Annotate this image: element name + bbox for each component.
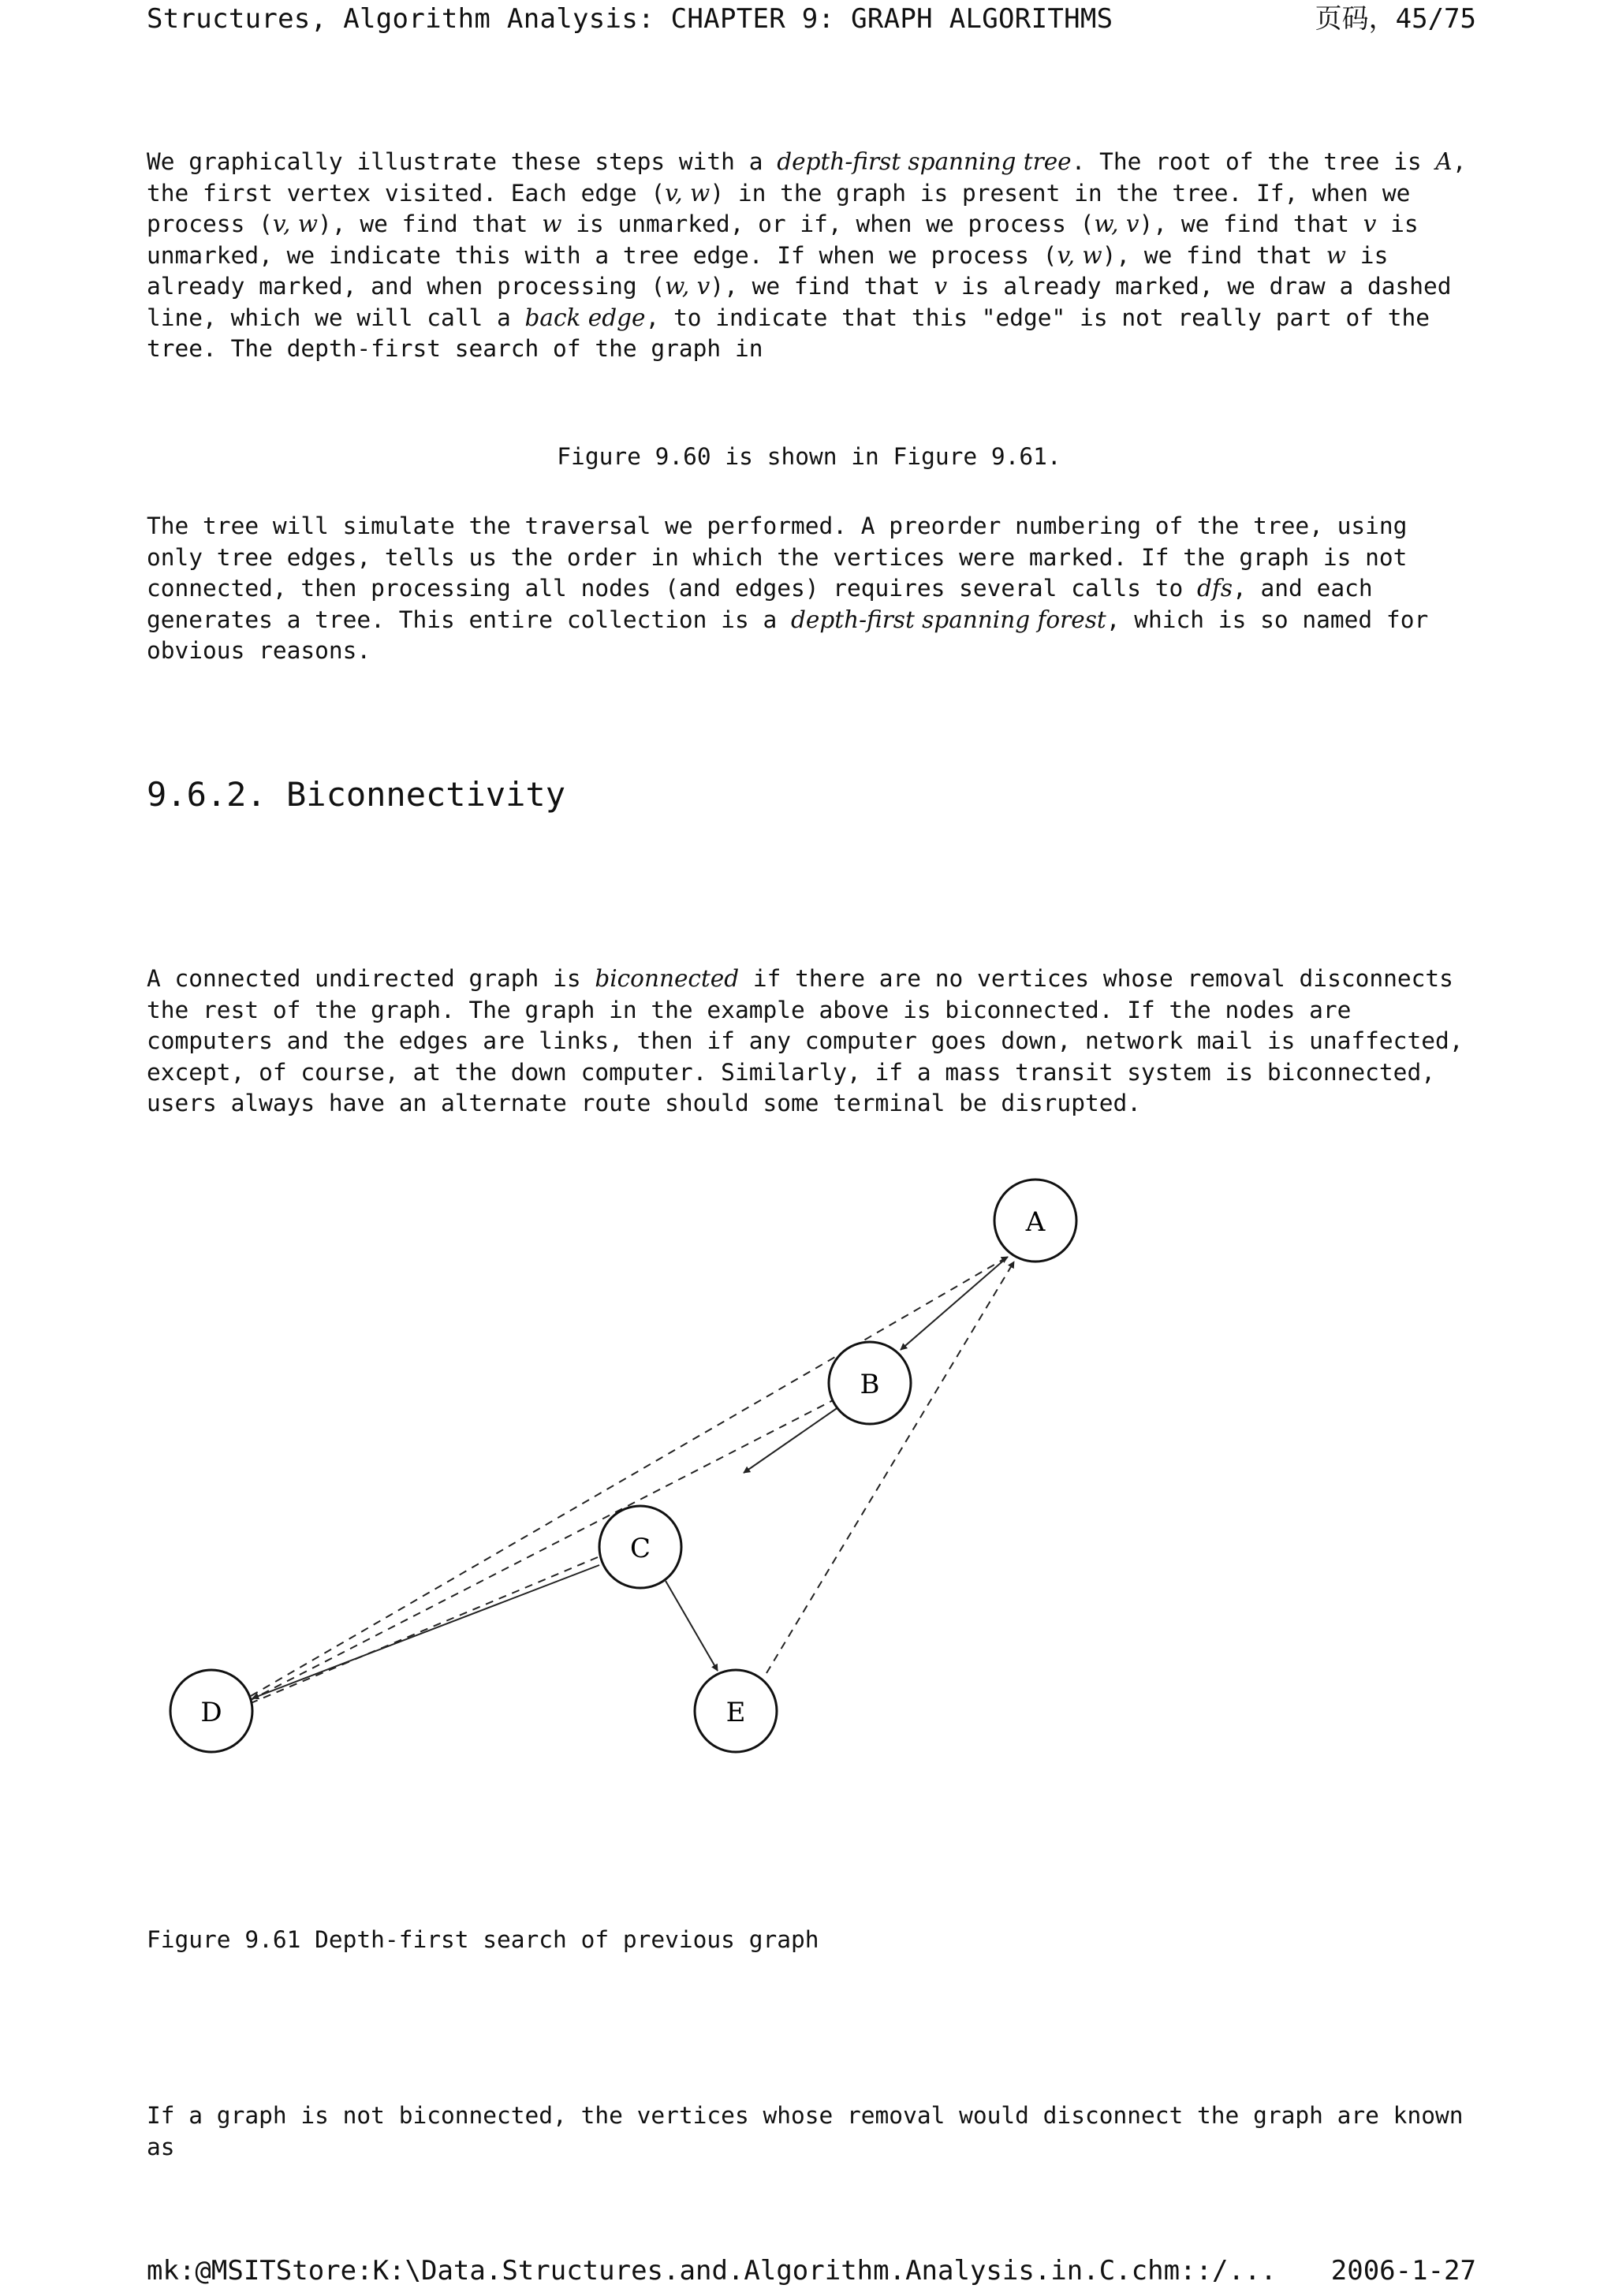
node-c (599, 1506, 681, 1588)
figure-caption: Figure 9.61 Depth-first search of previous graph (147, 1926, 819, 1953)
page-header (147, 2, 1476, 36)
header-title: Structures, Algorithm Analysis: CHAPTER 9: GRAPH ALGORITHMS (147, 3, 1113, 35)
node-d (170, 1670, 252, 1752)
svg-text:C: C (629, 1533, 651, 1564)
paragraph-tree-traversal: The tree will simulate the traversal we performed. A preorder numbering of the tree, using only tree edges, tells us the order in which the vertices were marked. If the graph is not connected, then processing all nodes (and edges) requires several calls to dfs, and each generates a tree. This entire collection is a depth-first spanning forest, which is so named for obvious reasons. (147, 512, 1429, 664)
back-edge-d-a (251, 1257, 1008, 1696)
figure-reference-line: Figure 9.60 is shown in Figure 9.61. (557, 443, 1061, 470)
tree-edge-c-e (666, 1581, 718, 1671)
back-edge-d-b (249, 1397, 839, 1701)
back-edge-c-d (251, 1557, 598, 1703)
tree-edge-c-d (252, 1565, 599, 1698)
svg-text:E: E (725, 1697, 746, 1728)
dfs-graph-diagram (147, 1157, 1093, 1757)
header-page-indicator: 页码，45/75 (1315, 3, 1476, 35)
node-b (829, 1342, 911, 1424)
footer-date: 2006-1-27 (1330, 2255, 1476, 2287)
figure-9-61 (147, 1157, 1093, 1757)
svg-text:D: D (200, 1697, 222, 1728)
back-edge-e-a (766, 1262, 1014, 1673)
node-e (695, 1670, 777, 1752)
section-heading: 9.6.2. Biconnectivity (147, 775, 566, 814)
tree-edge-a-b (901, 1257, 1008, 1350)
page-footer (147, 2255, 1476, 2296)
paragraph-dfs-tree: We graphically illustrate these steps with a depth-first spanning tree. The root of the tree is A, the first vertex visited. Each edge (v, w) in the graph is present in the tree. If, when we process (v, w), we find that w is unmarked, or if, when we process (w, v), we find that v is unmarked, we indicate this with a tree edge. If when we process (v, w), we find that w is already marked, and when processing (w, v), we find that v is already marked, we draw a dashed line, which we will call a back edge, to indicate that this "edge" is not really part of the tree. The depth-first search of the graph in (147, 148, 1467, 362)
paragraph-biconnected: A connected undirected graph is biconnected if there are no vertices whose removal disconnects the rest of the graph. The graph in the example above is biconnected. If the nodes are computers and the edges are links, then if any computer goes down, network mail is unaffected, except, of course, at the down computer. Similarly, if a mass transit system is biconnected, users always have an alternate route should some terminal be disrupted. (147, 965, 1464, 1116)
svg-text:B: B (860, 1369, 880, 1400)
node-a (994, 1180, 1076, 1262)
svg-text:A: A (1025, 1206, 1046, 1238)
footer-path: mk:@MSITStore:K:\Data.Structures.and.Algorithm.Analysis.in.C.chm::/... (147, 2255, 1277, 2287)
paragraph-articulation: If a graph is not biconnected, the vertices whose removal would disconnect the graph are known as (147, 2102, 1464, 2160)
